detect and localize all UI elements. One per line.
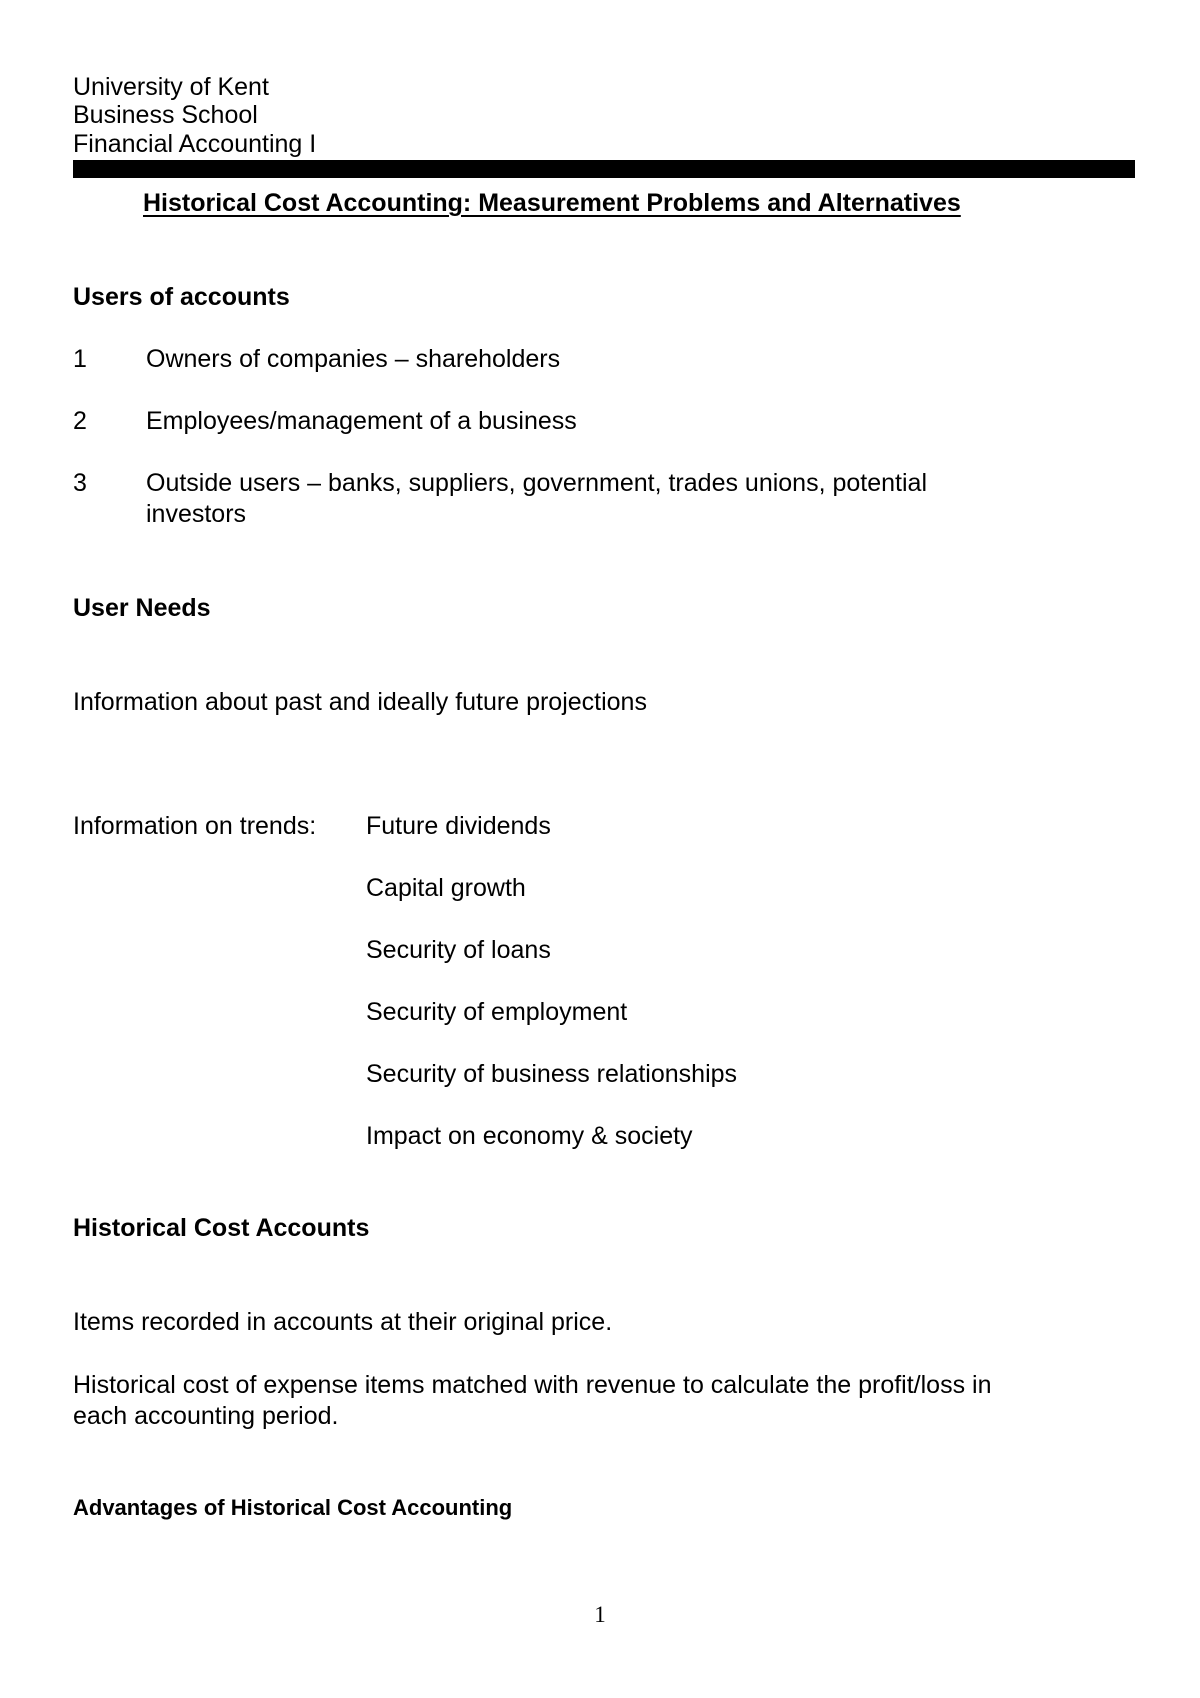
trend-item: Security of business relationships <box>366 1060 738 1088</box>
page-title: Historical Cost Accounting: Measurement Problems and Alternatives <box>143 189 961 217</box>
paragraph-matching-line1: Historical cost of expense items matched with revenue to calculate the profit/loss in <box>73 1371 992 1399</box>
list-item: Outside users – banks, suppliers, government, trades unions, potential <box>146 469 927 497</box>
section-heading-users: Users of accounts <box>73 283 290 311</box>
page-number: 1 <box>594 1602 606 1627</box>
list-item: Owners of companies – shareholders <box>146 345 561 373</box>
list-item: Employees/management of a business <box>146 407 577 435</box>
paragraph-info: Information about past and ideally future projections <box>73 688 647 716</box>
header-divider <box>73 160 1135 178</box>
list-item-number: 1 <box>73 345 87 373</box>
list-item-continuation: investors <box>146 500 247 528</box>
trend-item: Impact on economy & society <box>366 1122 693 1150</box>
header-course: Financial Accounting I <box>73 130 317 158</box>
trends-label: Information on trends: <box>73 812 317 840</box>
paragraph-items-recorded: Items recorded in accounts at their original price. <box>73 1308 613 1336</box>
header-school: Business School <box>73 101 258 129</box>
trend-item: Security of employment <box>366 998 628 1026</box>
subheading-advantages: Advantages of Historical Cost Accounting <box>73 1495 513 1520</box>
section-heading-user-needs: User Needs <box>73 594 211 622</box>
trend-item: Future dividends <box>366 812 551 840</box>
trend-item: Capital growth <box>366 874 526 902</box>
section-heading-historical-cost: Historical Cost Accounts <box>73 1214 370 1242</box>
header-institution: University of Kent <box>73 73 269 101</box>
list-item-number: 2 <box>73 407 87 435</box>
paragraph-matching-line2: each accounting period. <box>73 1402 339 1430</box>
list-item-number: 3 <box>73 469 87 497</box>
trend-item: Security of loans <box>366 936 551 964</box>
